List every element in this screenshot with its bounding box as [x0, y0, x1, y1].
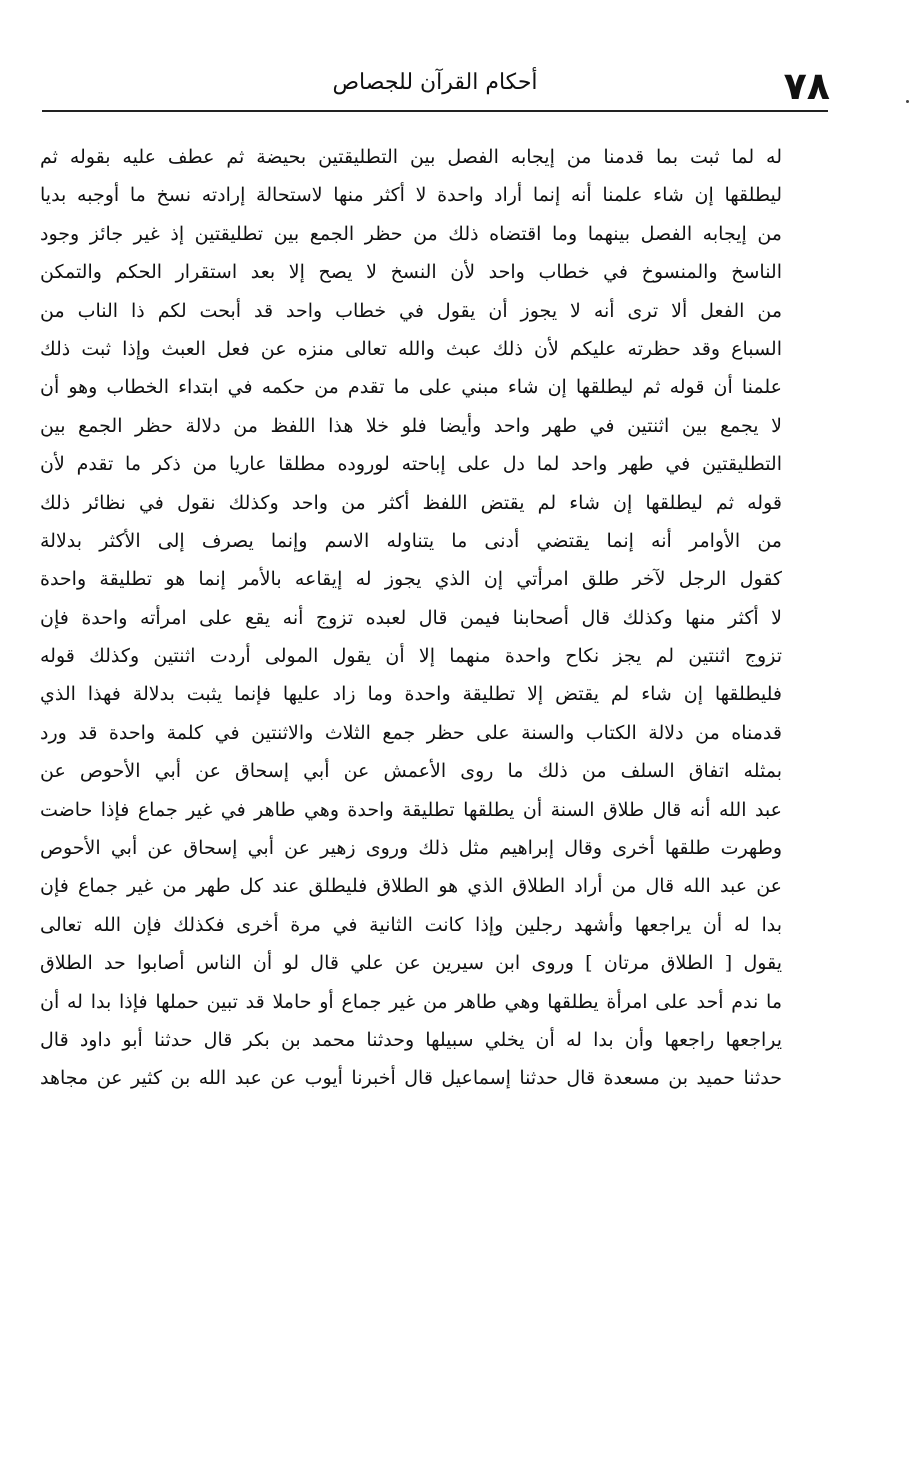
text-line: عن عبد الله قال من أراد الطلاق الذي هو الطلاق فليطلق عند كل طهر من غير جماع فإن	[40, 875, 782, 898]
text-line: من الأوامر أنه إنما يقتضي أدنى ما يتناوله الاسم وإنما يصرف إلى الأكثر بدلالة	[40, 529, 782, 552]
text-line: قوله ثم ليطلقها إن شاء لم يقتض اللفظ أكثر من واحد وكذلك نقول في نظائر ذلك	[40, 491, 782, 514]
header-rule	[42, 110, 828, 112]
text-line: له لما ثبت بما قدمنا من إيجابه الفصل بين التطليقتين بحيضة ثم عطف عليه بقوله ثم	[40, 146, 782, 168]
page-number: ٧٨	[783, 64, 830, 108]
text-line: علمنا أن قوله ثم ليطلقها إن شاء مبني على ما تقدم من حكمه في ابتداء الخطاب وهو أن	[40, 376, 782, 399]
margin-mark	[906, 100, 909, 103]
text-line: قدمناه من دلالة الكتاب والسنة على حظر جمع الثلاث والاثنتين في كلمة واحدة قد ورد	[40, 721, 782, 744]
body-text	[40, 138, 782, 1098]
text-line: يراجعها راجعها وأن بدا له أن يخلي سبيلها وحدثنا محمد بن بكر قال حدثنا أبو داود قال	[40, 1028, 782, 1051]
text-line: يقول [ الطلاق مرتان ] وروى ابن سيرين عن علي قال لو أن الناس أصابوا حد الطلاق	[40, 952, 782, 975]
text-line: وطهرت طلقها أخرى وقال إبراهيم مثل ذلك وروى زهير عن أبي إسحاق عن أبي الأحوص	[40, 837, 782, 860]
text-line: ليطلقها إن شاء علمنا أنه إنما أراد واحدة لا أكثر منها لاستحالة إرادته نسخ ما أوجبه بديا	[40, 184, 782, 207]
text-line: تزوج اثنتين لم يجز نكاح واحدة منهما إلا أن يقول المولى أردت اثنتين وكذلك قوله	[40, 645, 782, 668]
text-line: السباع وقد حظرته عليكم لأن ذلك عبث والله تعالى منزه عن فعل العبث وإذا ثبت ذلك	[40, 337, 782, 360]
text-line: الناسخ والمنسوخ في خطاب واحد لأن النسخ لا يصح إلا بعد استقرار الحكم والتمكن	[40, 261, 782, 284]
text-line: لا يجمع بين اثنتين في طهر واحد وأيضا فلو خلا هذا اللفظ من دلالة حظر الجمع بين	[40, 414, 782, 437]
text-line: بمثله اتفاق السلف من ذلك ما روى الأعمش عن أبي إسحاق عن أبي الأحوص عن	[40, 760, 782, 783]
text-line: بدا له أن يراجعها وأشهد رجلين وإذا كانت الثانية في مرة أخرى فكذلك فإن الله تعالى	[40, 913, 782, 936]
text-line: كقول الرجل لآخر طلق امرأتي إن الذي يجوز له إيقاعه بالأمر إنما هو تطليقة واحدة	[40, 568, 782, 591]
text-line: التطليقتين في طهر واحد لما دل على إباحته لوروده مطلقا عاريا من ذكر ما تقدم لأن	[40, 453, 782, 476]
text-line: عبد الله أنه قال طلاق السنة أن يطلقها تطليقة واحدة وهي طاهر في غير جماع فإذا حاضت	[40, 798, 782, 821]
text-line: من الفعل ألا ترى أنه لا يجوز أن يقول في خطاب واحد قد أبحت لكم ذا الناب من	[40, 299, 782, 322]
text-line: حدثنا حميد بن مسعدة قال حدثنا إسماعيل قال أخبرنا أيوب عن عبد الله بن كثير عن مجاهد	[40, 1067, 782, 1090]
text-line: فليطلقها إن شاء لم يقتض إلا تطليقة واحدة وما زاد عليها فإنما يثبت بدلالة فهذا الذي	[40, 683, 782, 706]
text-line: ما ندم أحد على امرأة يطلقها وهي طاهر من غير جماع أو حاملا قد تبين حملها فإذا بدا له أن	[40, 990, 782, 1013]
text-line: من إيجابه الفصل بينهما وما اقتضاه ذلك من حظر الجمع بين تطليقتين إذ غير جائز وجود	[40, 222, 782, 245]
page-header	[40, 60, 830, 110]
text-line: لا أكثر منها وكذلك قال أصحابنا فيمن قال لعبده تزوج أنه يقع على امرأته واحدة فإن	[40, 606, 782, 629]
running-title: أحكام القرآن للجصاص	[332, 70, 538, 95]
